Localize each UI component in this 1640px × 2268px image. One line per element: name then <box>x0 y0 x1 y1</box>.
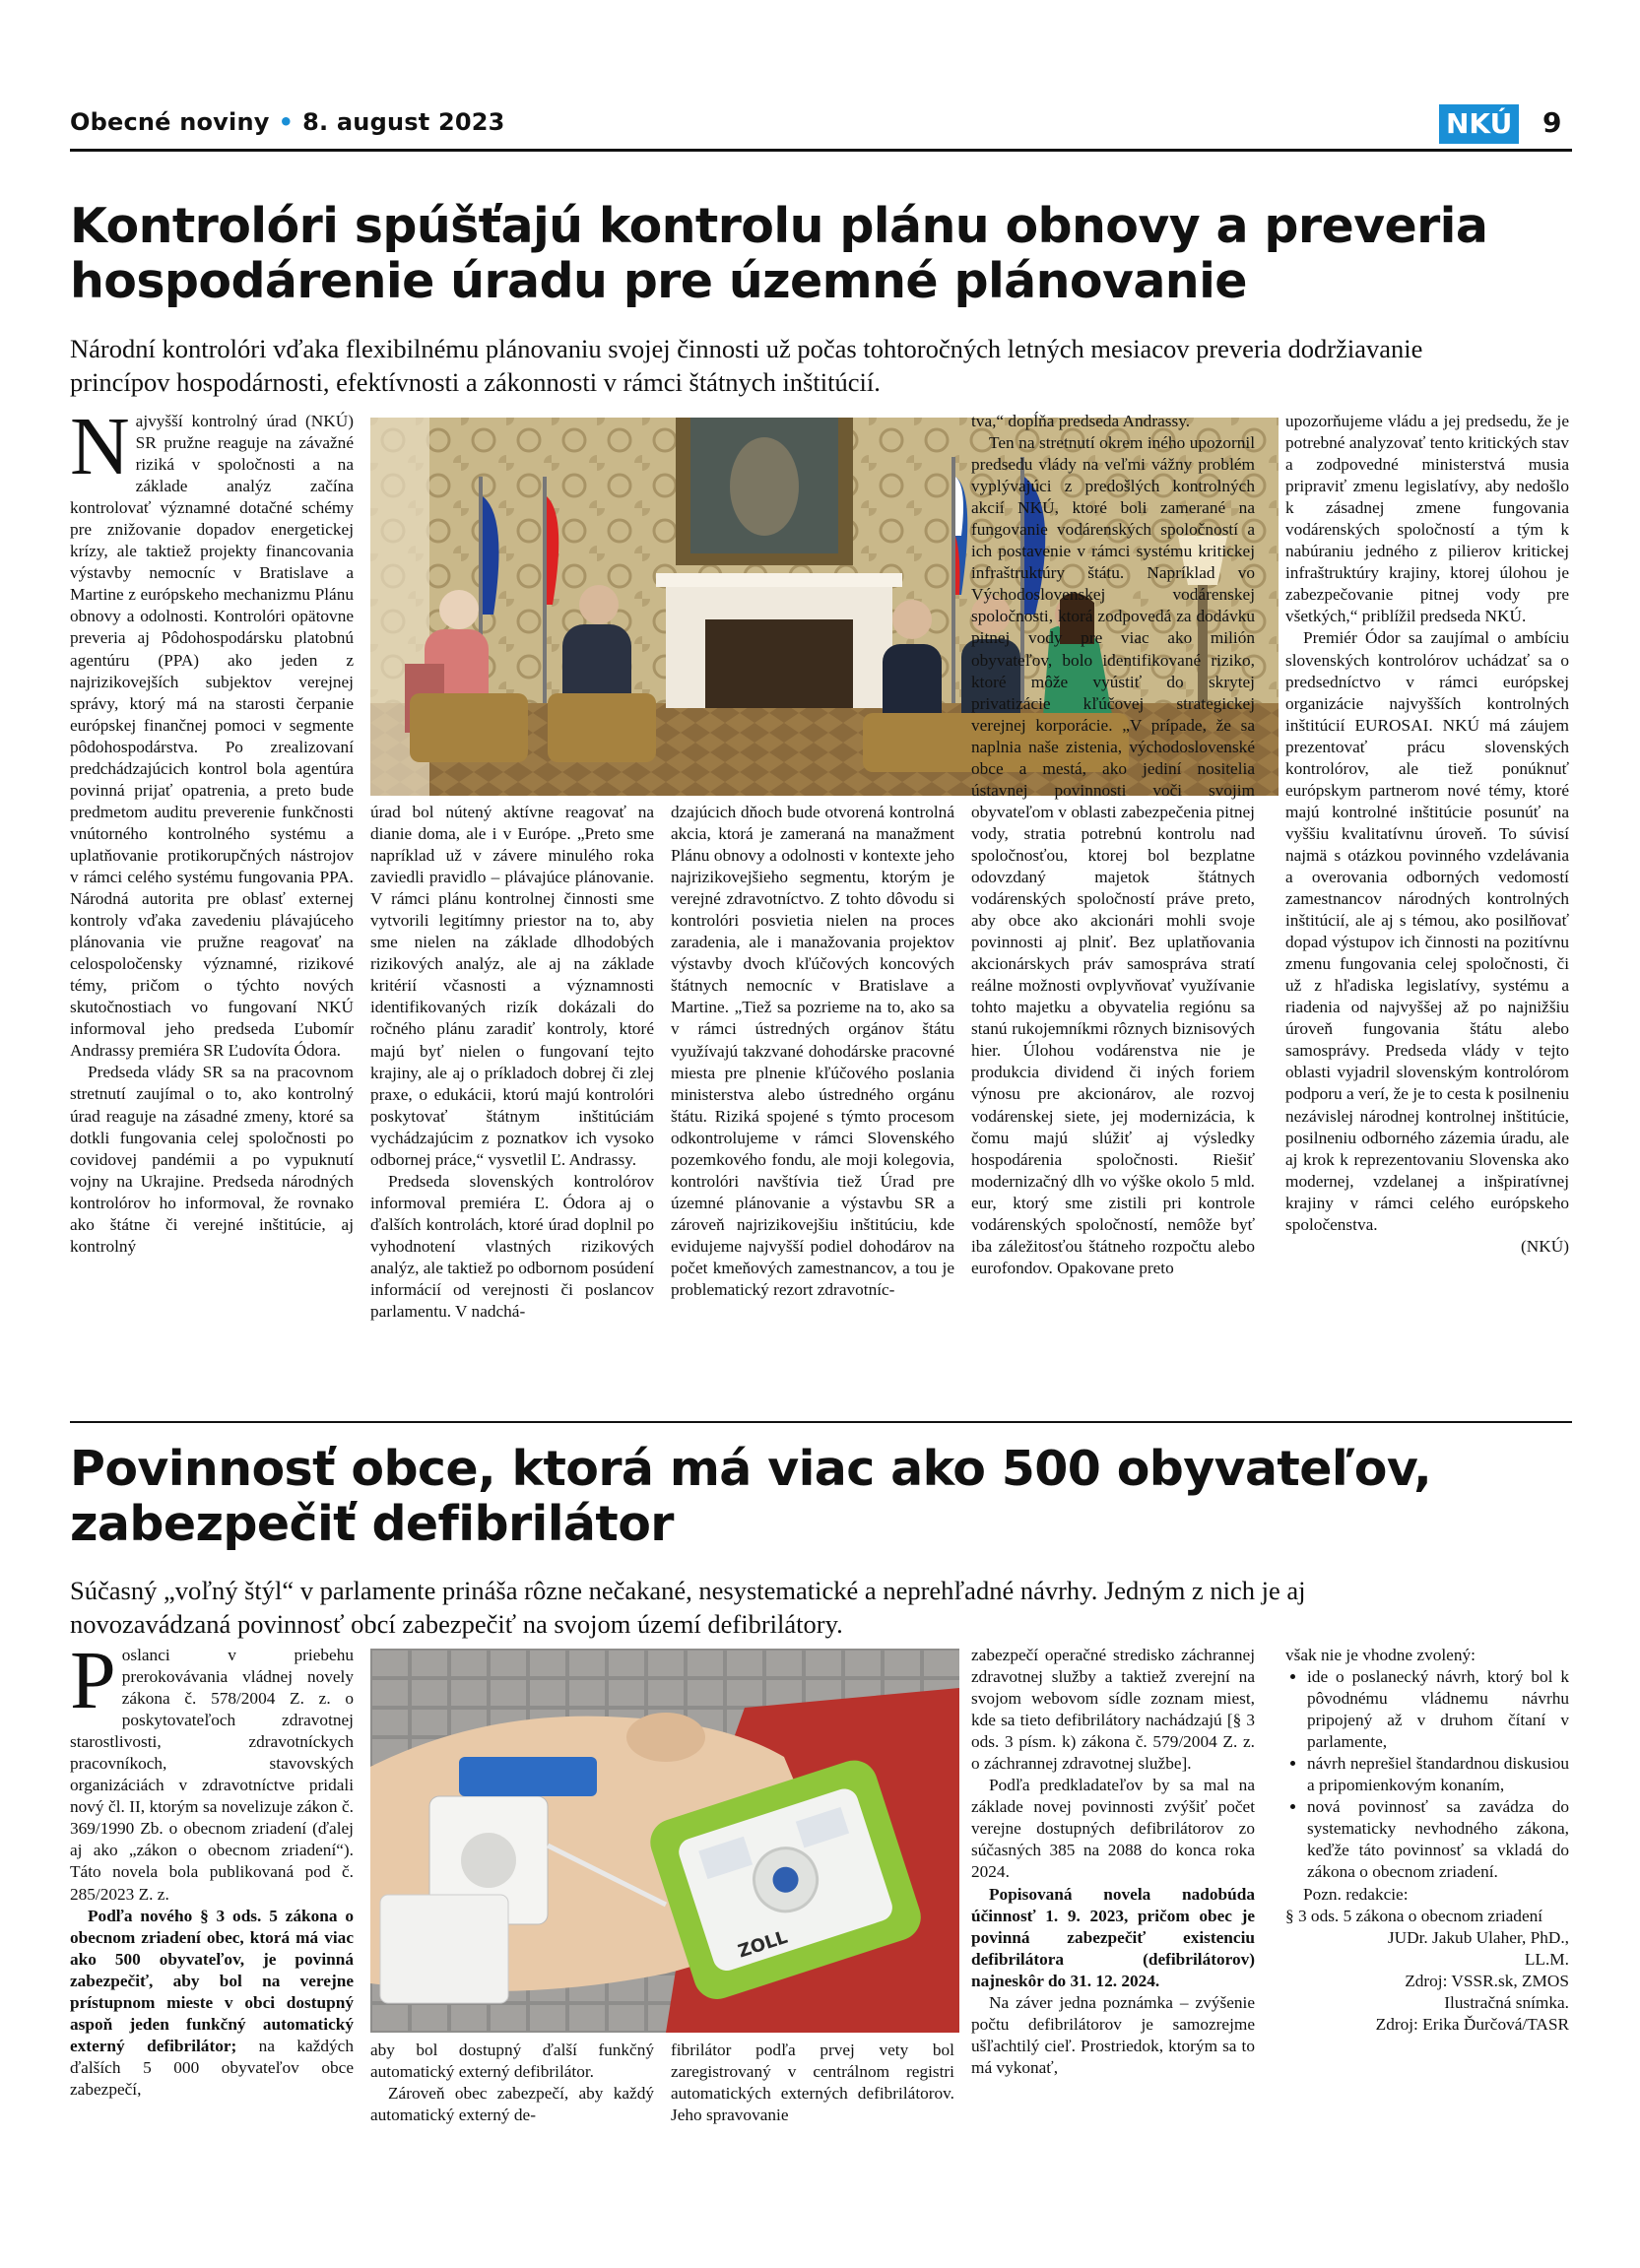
article1-paragraph: Predseda slovenských kontrolórov informoval premiéra Ľ. Ódora aj o ďalších kontrolách, ktoré úrad doplnil po vyhodnotení vlastných rizikových analýz, ale taktiež po odbornom posúdení informácií od verejnosti či poslancov parlamentu. V nadchá- <box>370 1171 654 1322</box>
article1-lead-line2: princípov hospodárnosti, efektívnosti a zákonnosti v rámci štátnych inštitúcií. <box>70 367 881 397</box>
article2-paragraph <box>70 1906 354 2101</box>
article1-column-1 <box>70 401 354 1258</box>
article1-paragraph: úrad bol nútený aktívne reagovať na dianie doma, ale i v Európe. „Preto sme napríklad už v závere minulého roka zaviedli pravidlo – plávajúce plánovanie. V rámci plánu kontrolnej činnosti sme vytvorili legitímny priestor na to, aby sme nielen na základe dlhodobých rizikových analýz, ale aj na základe kritérií včasnosti a významnosti identifikovaných rizík dokázali do ročného plánu zaradiť kontroly, ktoré majú byť nielen o fungovaní tejto krajiny, ale aj o príkladoch dobrej či zlej praxe, o edukácii, ktorú majú kontrolóri poskytovať štátnym inštitúciám vychádzajúcim z poznatkov ich vysoko odbornej práce,“ vysvetlil Ľ. Andrassy. <box>370 803 654 1169</box>
article1-paragraph: Predseda vlády SR sa na pracovnom stretnutí zaujímal o to, ako kontrolný úrad reaguje na zásadné zmeny, ktoré sa dotkli fungovania celej spoločnosti po covidovej pandémii a po vypuknutí vojny na Ukrajine. Predseda národných kontrolórov ho informoval, že rovnako ako štátne či verejné inštitúcie, aj kontrolný <box>70 1063 354 1256</box>
article1-headline-line1: Kontrolóri spúšťajú kontrolu plánu obnovy a preveria <box>70 198 1488 254</box>
dropcap: N <box>70 401 130 492</box>
author-title: LL.M. <box>1524 1949 1569 1969</box>
article1-paragraph: dzajúcich dňoch bude otvorená kontrolná akcia, ktorá je zameraná na manažment Plánu obnovy a odolnosti v kontexte jeho najrizikovejšieho segmentu, ktorým je verejné zdravotníctvo. Z tohto dôvodu si kontrolóri posvietia nielen na proces zaradenia, ale i manažovania projektov výstavby dvoch kľúčových koncových štátnych nemocníc v Bratislave a Martine. „Tiež sa pozrieme na to, ako sa v rámci ústredných orgánov štátu využívajú takzvané dohodárske pracovné miesta pre plnenie kľúčového poslania ministerstva alebo ústredného orgánu štátu. Riziká spojené s týmto procesom odkontrolujeme v rámci Slovenského pozemkového fondu, ale moji kolegovia, kontrolóri navštívia tiež Úrad pre územné plánovanie a výstavbu SR a zároveň najrizikovejšiu inštitúciu, kde evidujeme najvyšší podiel dohodárov na počet kmeňových zamestnancov, a tou je problematický rezort zdravotníc- <box>671 803 954 1300</box>
article1-paragraph: upozorňujeme vládu a jej predsedu, že je potrebné analyzovať tento kritických stav a zodpovedné ministerstvá musia pripraviť zmenu legislatívy, aby nedošlo k zásadnej zmene fungovania vodárenských spoločností a tým k nabúraniu jedného z pilierov kritickej infraštruktúry krajiny, ktorej úlohou je zabezpečovanie pitnej vody pre všetkých,“ priblížil predseda NKÚ. <box>1285 412 1569 626</box>
article1-paragraph: Ten na stretnutí okrem iného upozornil predsedu vlády na veľmi vážny problém vyplývajúci z predošlých kontrolných akcií NKÚ, ktoré boli zamerané na fungovanie vodárenských spoločností a ich postavenie v rámci systému kritickej infraštruktúry štátu. Napríklad vo Východoslovenskej vodárenskej spoločnosti, ktorá zodpovedá za dodávku pitnej vody pre viac ako milión obyvateľov, bolo identifikované riziko, ktoré môže vyústiť do skrytej privatizácie kľúčovej strategickej verejnej korporácie. „V prípade, že sa naplnia naše zistenia, východoslovenské obce a mestá, ako jediní nositelia ústavnej povinnosti voči svojim obyvateľom v oblasti zabezpečenia pitnej vody, stratia potrebnú kontrolu nad spoločnosťou, ktorej bol bezplatne odovzdaný majetok štátnych vodárenských spoločností práve preto, aby obce ako akcionári mohli svoje povinnosti aj plniť. Bez uplatňovania akcionárskych práv samospráva stratí reálne možnosti ovplyvňovať využívanie tohto majetku a obyvatelia regiónu sa stanú rukojemníkmi rôznych biznisových hier. Úlohou vodárenstva nie je produkcia dividend či iných foriem výnosu pre akcionárov, ale rozvoj vodárenskej siete, jej modernizácia, k čomu majú slúžiť aj výsledky hospodárenia spoločnosti. Riešiť modernizačný dlh vo výške okolo 5 mld. eur, ktorý sme zistili pri kontrole vodárenských spoločností, nemôže byť iba záležitosťou štátneho rozpočtu alebo eurofondov. Opakovane preto <box>971 433 1255 1277</box>
article2-paragraph: Zároveň obec zabezpečí, aby každý automatický externý de- <box>370 2084 654 2125</box>
article2-paragraph: aby bol dostupný ďalší funkčný automatický externý defibrilátor. <box>370 2041 654 2082</box>
nku-logo: NKÚ <box>1439 104 1519 144</box>
article2-paragraph: Podľa predkladateľov by sa mal na základe novej povinnosti zvýšiť počet verejne dostupných defibrilátorov zo súčasných 385 na 2088 do konca roka 2024. <box>971 1776 1255 1882</box>
article2-column-5 <box>1285 1645 1569 2036</box>
article1-lead-line1: Národní kontrolóri vďaka flexibilnému plánovaniu svojej činnosti už počas tohtoročných letných mesiacov preveria dodržiavanie <box>70 334 1423 363</box>
running-head <box>70 106 1572 146</box>
list-item: • nová povinnosť sa zavádza do systematicky nevhodného zákona, keďže táto povinnosť sa vkladá do zákona o obecnom zriadení. <box>1307 1796 1569 1883</box>
article2-column-1 <box>70 1635 354 2101</box>
article1-column-4 <box>971 411 1255 1279</box>
article2-paragraph: fibrilátor podľa prvej vety bol zaregistrovaný v centrálnom registri automatických externých defibrilátorov. Jeho spravovanie <box>671 2041 954 2125</box>
article1-signoff: (NKÚ) <box>1521 1236 1569 1256</box>
author-name: JUDr. Jakub Ulaher, PhD., <box>1387 1927 1569 1947</box>
list-item: • ide o poslanecký návrh, ktorý bol k pôvodnému vládnemu návrhu pripojený až v druhom čítaní v parlamente, <box>1307 1666 1569 1753</box>
article1-column-5 <box>1285 411 1569 1258</box>
list-item: • návrh neprešiel štandardnou diskusiou a pripomienkovým konaním, <box>1307 1753 1569 1796</box>
article2-column-2 <box>370 2040 654 2126</box>
aed-brand-label: ZOLL <box>735 1926 791 1963</box>
header-rule <box>70 149 1572 152</box>
article1-column-2 <box>370 802 654 1323</box>
photo-source: Zdroj: Erika Ďurčová/TASR <box>1375 2014 1569 2034</box>
article2-lead-line1: Súčasný „voľný štýl“ v parlamente prináša rôzne nečakané, nesystematické a neprehľadné návrhy. Jedným z nich je aj <box>70 1576 1306 1605</box>
article1-paragraph: tva,“ dopĺňa predseda Andrassy. <box>971 412 1191 430</box>
article2-headline <box>70 1442 1431 1552</box>
article2-paragraph: Na záver jedna poznámka – zvýšenie počtu defibrilátorov je samozrejme ušľachtilý cieľ. Prostriedok, ktorým sa to má vykonať, <box>971 1992 1255 2077</box>
article1-column-3 <box>671 802 954 1301</box>
bold-text: Podľa nového § 3 ods. 5 zákona o obecnom zriadení obec, ktorá má viac ako 500 obyvateľov, je povinná zabezpečiť, aby bol na verejne prístupnom mieste v obci dostupný aspoň jeden funkčný automatický externý defibrilátor; <box>70 1906 354 2055</box>
issue-date: 8. august 2023 <box>302 108 505 136</box>
article2-column-3 <box>671 2040 954 2126</box>
article2-paragraph-bold: Popisovaná novela nadobúda účinnosť 1. 9. 2023, pričom obec je povinná zabezpečiť existenciu defibrilátora (defibrilátorov) najneskôr do 31. 12. 2024. <box>971 1884 1255 1990</box>
article1-lead <box>70 332 1577 399</box>
article2-lead-line2: novozavádzaná povinnosť obcí zabezpečiť na svojom území defibrilátory. <box>70 1609 843 1639</box>
separator-dot: • <box>278 108 295 136</box>
photo-caption: Ilustračná snímka. <box>1444 1992 1569 2012</box>
editor-note-text: § 3 ods. 5 zákona o obecnom zriadení <box>1285 1906 1543 1925</box>
source-line: Zdroj: VSSR.sk, ZMOS <box>1405 1971 1569 1990</box>
dropcap: P <box>70 1635 116 1726</box>
publication-line <box>70 108 505 136</box>
page-number: 9 <box>1542 106 1562 139</box>
article1-headline <box>70 199 1487 309</box>
article1-headline-line2: hospodárenie úradu pre územné plánovanie <box>70 253 1247 309</box>
defibrillator-photo <box>370 1649 959 2033</box>
paragraph-text: na každých ďalších 5 000 obyvateľov obce zabezpečí, <box>70 2036 354 2099</box>
editor-note-label: Pozn. redakcie: <box>1303 1884 1409 1904</box>
article2-column-4 <box>971 1645 1255 2079</box>
article1-paragraph: Premiér Ódor sa zaujímal o ambíciu slovenských kontrolórov uchádzať sa o predsedníctvo v rámci európskej organizácie najvyšších kontrolných inštitúcií EUROSAI. NKÚ má záujem prezentovať prácu slovenských kontrolórov, ale tiež ponúknuť európskym partnerom nové témy, ktoré majú kontrolné inštitúcie posunúť na vyššiu kvalitatívnu úroveň. To súvisí najmä s otázkou povinného vzdelávania a overovania odborných vedomostí zamestnancov národných kontrolných inštitúcií, ale aj s témou, ako posilňovať dopad výstupov ich činnosti na pozitívnu zmenu fungovania celej spoločnosti, či už z hľadiska legislatívy, systému a riadenia od najvyššej až po najnižšiu úroveň fungovania štátu alebo samosprávy. Predseda vlády v tejto oblasti vyjadril slovenským kontrolórom podporu a verí, že je to cesta k posilneniu nezávislej národnej kontrolnej inštitúcie, posilneniu odborného zázemia úradu, ale aj krok k reprezentovaniu Slovenska ako modernej, vzdelanej a inšpiratívnej krajiny v rámci celého európskeho spoločenstva. <box>1285 628 1569 1234</box>
article2-headline-line2: zabezpečiť defibrilátor <box>70 1496 674 1552</box>
paragraph-text: oslanci v priebehu prerokovávania vládnej novely zákona č. 578/2004 Z. z. o poskytovateľoch zdravotnej starostlivosti, zdravotníckych pracovníkoch, stavovských organizáciách v zdravotníctve pridali nový čl. II, ktorým sa novelizuje zákon č. 369/1990 Zb. o obecnom zriadení (ďalej aj ako „zákon o obecnom zriadení“). Táto novela bola publikovaná pod č. 285/2023 Z. z. <box>70 1646 354 1904</box>
paragraph-text: ajvyšší kontrolný úrad (NKÚ) SR pružne reaguje na závažné riziká v spoločnosti a na základe analýz začína kontrolovať významné dotačné schémy pre znižovanie dopadov energetickej krízy, ale taktiež projekty financovania výstavby nemocníc v Bratislave a Martine z európskeho mechanizmu Plánu obnovy a odolnosti. Kontrolóri opätovne preveria aj Pôdohospodársku platobnú agentúru (PPA) ako jeden z najrizikovejších subjektov verejnej správy, ktorý má na starosti čerpanie európskej finančnej pomoci v segmente pôdohospodárstva. Po zrealizovaní predchádzajúcich kontrol bola agentúra povinná prijať opatrenia, a preto bude predmetom auditu preverenie funkčnosti vnútorného kontrolného systému a uplatňovanie protikorupčných nástrojov v rámci celého systému fungovania PPA. Národná autorita pre oblasť externej kontroly vďaka zavedeniu plávajúceho plánovania vie pružne reagovať na celospoločensky významné, rizikové témy, pričom o týchto nových skutočnostiach vo fungovaní NKÚ informoval jeho predseda Ľubomír Andrassy premiéra SR Ľudovíta Ódora. <box>70 412 354 1061</box>
article2-paragraph: však nie je vhodne zvolený: <box>1285 1646 1476 1664</box>
article-divider <box>70 1421 1572 1423</box>
article2-lead <box>70 1574 1577 1641</box>
objection-list <box>1285 1666 1569 1883</box>
article2-paragraph <box>70 1635 354 1906</box>
publication-name: Obecné noviny <box>70 108 270 136</box>
article2-paragraph: zabezpečí operačné stredisko záchrannej zdravotnej služby a taktiež zverejní na svojom webovom sídle zoznam miest, kde sa tieto defibrilátory nachádzajú [§ 3 ods. 3 písm. k) zákona č. 579/2004 Z. z. o záchrannej zdravotnej službe]. <box>971 1646 1255 1774</box>
article1-paragraph <box>70 401 354 1062</box>
article2-headline-line1: Povinnosť obce, ktorá má viac ako 500 obyvateľov, <box>70 1441 1432 1497</box>
